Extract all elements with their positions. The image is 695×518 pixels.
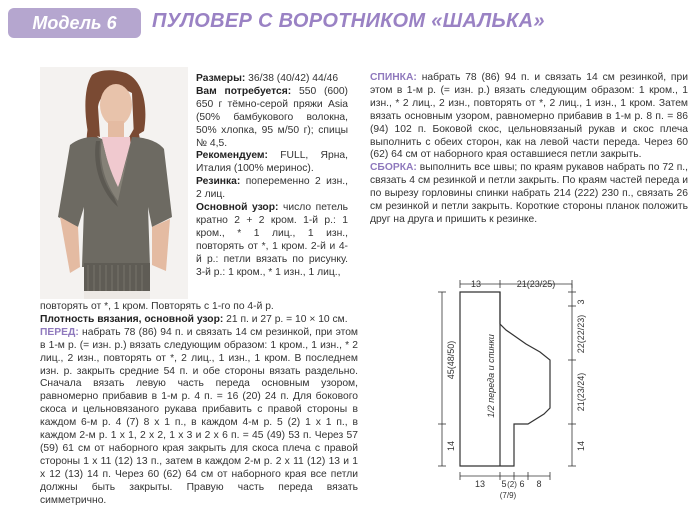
specs-column — [196, 73, 348, 280]
sizes-line — [196, 73, 348, 86]
model-badge: Модель 6 — [8, 8, 141, 38]
density-value: 21 п. и 27 р. = 10 × 10 см. — [223, 313, 348, 325]
sizes-label: Размеры: — [196, 73, 246, 84]
dim-right-mid: 22(22/23) — [576, 314, 586, 354]
front-label: ПЕРЕД: — [40, 326, 79, 338]
dim-bottom-a: 13 — [474, 479, 486, 489]
dim-bottom-f: (7/9) — [499, 491, 517, 500]
recommend-line — [196, 150, 348, 176]
assembly-value: выполнить все швы; по краям рукавов набрать по 72 п., связать 4 см резинкой и петли закрыть. По краям частей переда и по вырезу горловины спинки набрать 214 (222) 230 п., связать 26 см резинкой и петли закрыть. Короткие стороны планок положить друг на друга и пришить к резинке. — [370, 162, 688, 225]
back-line — [370, 72, 688, 162]
pattern-diagram — [432, 276, 592, 501]
dim-bottom-c: (2) — [507, 480, 517, 489]
dim-right-bottom: 14 — [576, 440, 586, 452]
rib-line — [196, 176, 348, 202]
front-instructions — [40, 301, 358, 508]
pattern-value: число петель кратно 2 + 2 кром. 1-й р.: 1 кром., * 1 лиц., 1 изн., повторять от *, 1 кром. 2-й и 4-й р.: петли вязать по рисунку. 3-й р.: 1 кром., * 1 изн., 1 лиц., — [196, 202, 348, 278]
materials-label: Вам потребуется: — [196, 85, 292, 97]
sizes-value: 36/38 (40/42) 44/46 — [245, 73, 339, 84]
dim-top-left: 13 — [470, 279, 482, 289]
pattern-end: повторять от *, 1 кром. Повторять с 1-го по 4-й р. — [40, 301, 274, 312]
dim-bottom-d: 6 — [519, 479, 525, 489]
density-label: Плотность вязания, основной узор: — [40, 313, 224, 325]
back-label: СПИНКА: — [370, 72, 417, 83]
recommend-value: FULL, Ярна, Италия (100% меринос). — [196, 150, 348, 175]
model-photo-illustration — [40, 67, 188, 299]
pattern-line — [196, 202, 348, 279]
assembly-label: СБОРКА: — [370, 162, 417, 174]
model-photo — [40, 67, 188, 299]
materials-value: 550 (600) 650 г тёмно-серой пряжи Asia (50% бамбукового волокна, 50% хлопка, 95 м/50 г); спицы № 4,5. — [196, 85, 348, 149]
dim-bottom-b: 5 — [501, 479, 507, 489]
dim-top-right: 21(23/25) — [516, 279, 556, 289]
front-line — [40, 327, 358, 508]
rib-label: Резинка: — [196, 176, 241, 188]
dim-left-bottom: 14 — [446, 440, 456, 452]
dim-left-total: 45(48/50) — [446, 340, 456, 380]
assembly-line — [370, 162, 688, 227]
materials-line — [196, 86, 348, 151]
dim-bottom-e: 8 — [536, 479, 542, 489]
back-instructions — [370, 72, 688, 227]
recommend-label: Рекомендуем: — [196, 150, 268, 162]
front-value: набрать 78 (86) 94 п. и связать 14 см резинкой, при этом в 1-м р. (= изн. р.) вязать следующим образом: 1 кром., 1 изн., * 2 лиц., 2 изн., повторять от *, 2 лиц., 1 изн., 1 кром. В последнем изн. р. закрыть средние 54 п. и обе стороны вязать раздельно. Сначала вязать левую часть переда основным узором, равномерно прибавив в 1-м р. 4 п. = 16 (20) 24 п. Для бокового скоса и цельновязаного рукава прибавить с правой стороны в каждом 6-м р. 4 (7) 8 х 1 п., в каждом 4-м р. 5 (2) 1 х 1 п., в каждом 2-м р. 1 х 1, 2 х 2, 1 х 3 и 2 х 6 п. = 45 (49) 53 п. Через 57 (59) 61 см от наборного края закрыть для скоса плеча с правой стороны 1 х 11 (12) 13 п., затем в каждом 2-м р. 2 х 11 (12) 13 и 1 х 12 (13) 14 п. Через 60 (62) 64 см от наборного края все петли должны быть закрыты. Правую часть переда вязать симметрично. — [40, 326, 358, 506]
density-line — [40, 314, 358, 327]
pattern-label: Основной узор: — [196, 202, 279, 214]
page-title: ПУЛОВЕР С ВОРОТНИКОМ «ШАЛЬКА» — [152, 10, 545, 32]
dim-right-top: 3 — [576, 299, 586, 305]
back-value: набрать 78 (86) 94 п. и связать 14 см резинкой, при этом в 1-м р. (= изн. р.) вязать следующим образом: 1 кром., 1 изн., * 2 лиц., 2 изн., повторять от *, 2 лиц., 1 изн., 1 кром. Затем вязать основным узором, равномерно прибавив в 1-м р. 8 п. = 86 (94) 102 п. Боковой скос, цельновязаный рукав и скос плеча выполнить с обеих сторон, как на левой части переда. Через 60 (62) 64 см от наборного края оставшиеся петли закрыть. — [370, 72, 688, 161]
dim-right-lower: 21(23/24) — [576, 372, 586, 412]
rib-value: попеременно 2 изн., 2 лиц. — [196, 176, 348, 201]
piece-label: 1/2 переда и спинки — [486, 334, 496, 418]
piece-outline — [460, 292, 550, 466]
